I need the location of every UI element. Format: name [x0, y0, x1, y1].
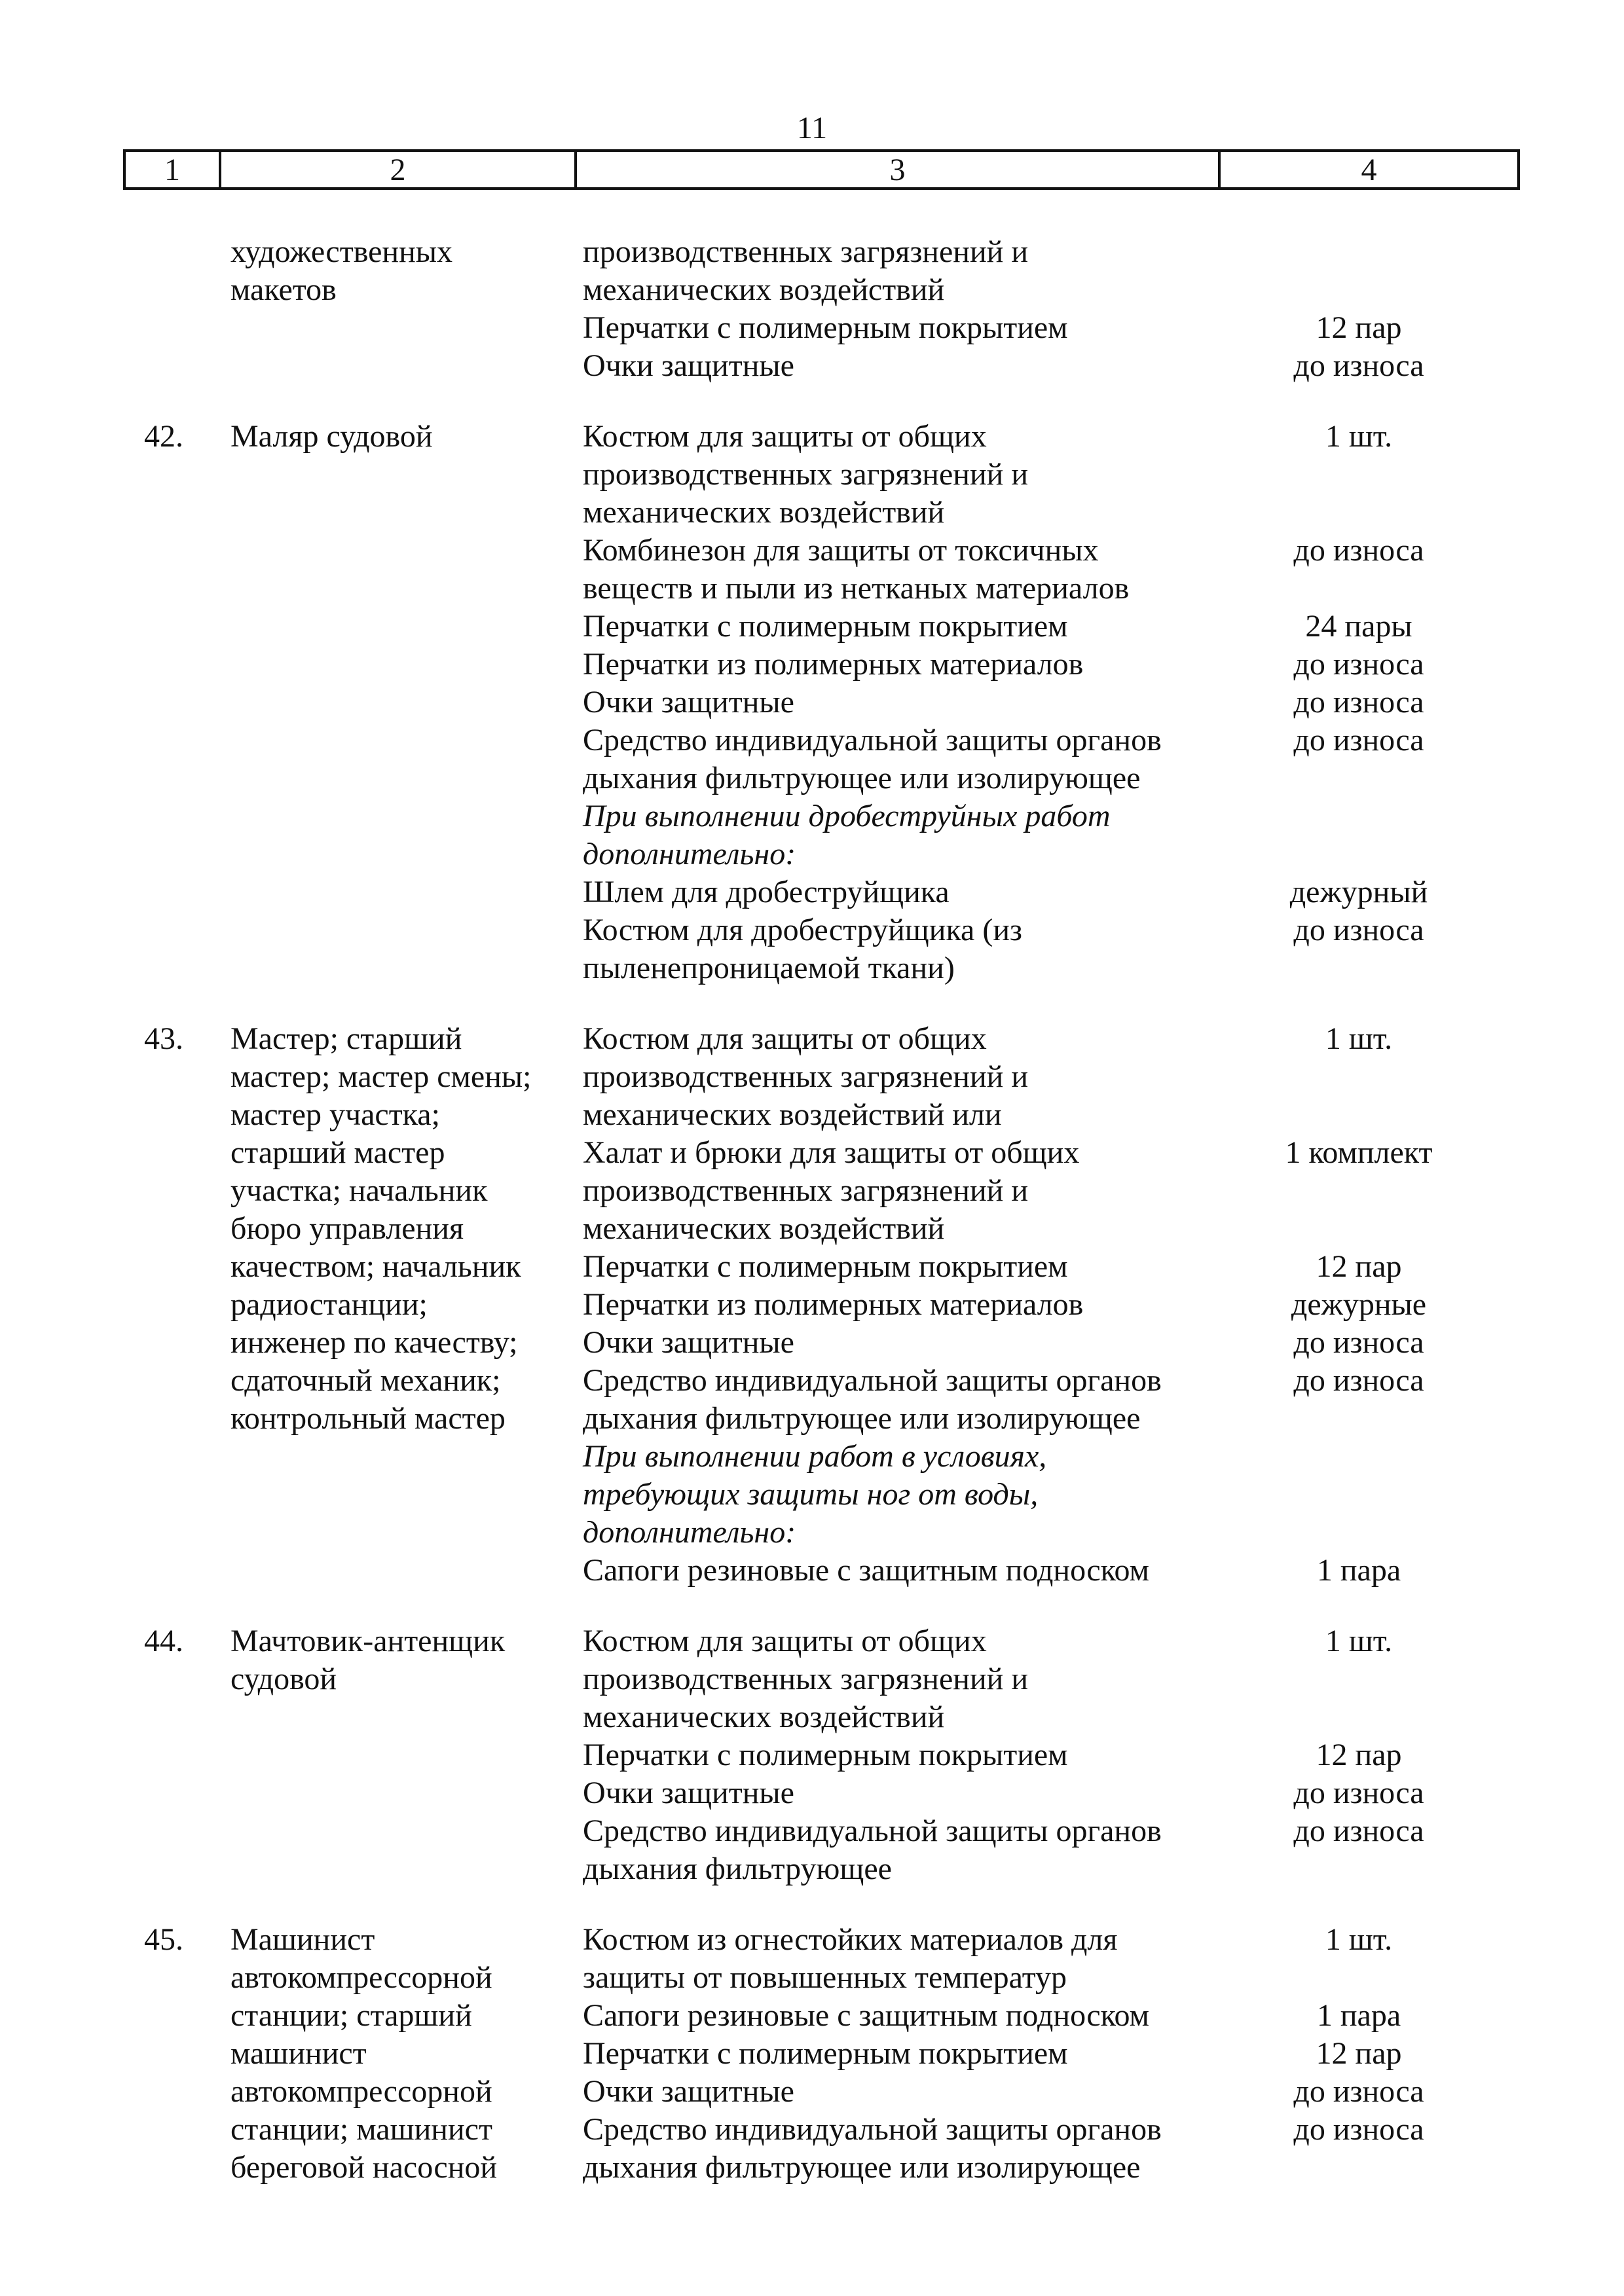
ppe-issue-norm: 1 пара: [1316, 1553, 1401, 1588]
column-number-header: [123, 149, 1520, 190]
ppe-issue-norm: до износа: [1293, 533, 1424, 568]
ppe-issue-norm: до износа: [1293, 1325, 1424, 1360]
ppe-issue-norm: 12 пар: [1316, 1738, 1402, 1772]
profession-title-line: радиостанции;: [231, 1287, 428, 1322]
ppe-issue-norm: 12 пар: [1316, 310, 1402, 345]
ppe-item: [583, 873, 1447, 911]
table-row: [0, 418, 1624, 987]
ppe-item-name: Средство индивидуальной защиты органов дыхания фильтрующее или изолирующее: [583, 1363, 1162, 1436]
ppe-item: [583, 2035, 1447, 2073]
ppe-item: [583, 532, 1447, 608]
ppe-item: [583, 911, 1447, 987]
row-number: 43.: [144, 1021, 183, 1056]
ppe-item: [583, 1552, 1447, 1590]
ppe-item-name: Перчатки с полимерным покрытием: [583, 609, 1068, 644]
profession-title-line: станции; машинист: [231, 2112, 492, 2147]
ppe-item: [583, 1020, 1447, 1134]
ppe-condition-note: При выполнении работ в условиях, требующих защиты ног от воды, дополнительно:: [583, 1439, 1047, 1550]
ppe-item: [583, 347, 1447, 385]
ppe-item-name: Перчатки из полимерных материалов: [583, 1287, 1084, 1322]
ppe-item-name: Сапоги резиновые с защитным подноском: [583, 1553, 1149, 1588]
ppe-item-name: Перчатки с полимерным покрытием: [583, 1738, 1068, 1772]
profession-title-line: Мастер; старший: [231, 1021, 462, 1056]
page-number: 11: [796, 111, 828, 145]
ppe-item: [583, 608, 1447, 646]
profession-title: [231, 418, 571, 456]
ppe-issue-norm: 1 пара: [1316, 1998, 1401, 2033]
ppe-item: [583, 1997, 1447, 2035]
row-number: 42.: [144, 419, 183, 454]
ppe-item: [583, 1622, 1447, 1736]
ppe-item: [583, 418, 1447, 532]
ppe-item: [583, 2111, 1447, 2187]
profession-title: [231, 1921, 571, 2187]
ppe-item-name: Перчатки с полимерным покрытием: [583, 310, 1068, 345]
profession-title-line: береговой насосной: [231, 2150, 498, 2185]
ppe-item-name: Средство индивидуальной защиты органов дыхания фильтрующее или изолирующее: [583, 2112, 1162, 2185]
ppe-item-name: Костюм для защиты от общих производственных загрязнений и механических воздействий: [583, 419, 1029, 530]
ppe-item-name: Костюм для дробеструйщика (из пыленепроницаемой ткани): [583, 913, 1022, 985]
table-row: [0, 1622, 1624, 1888]
ppe-item: [583, 683, 1447, 721]
ppe-issue-norm: до износа: [1293, 2074, 1424, 2109]
profession-title-line: судовой: [231, 1662, 337, 1696]
ppe-issue-norm: дежурные: [1291, 1287, 1427, 1322]
ppe-item-name: Очки защитные: [583, 685, 794, 720]
ppe-item: [583, 233, 1447, 309]
column-1-number: 1: [126, 152, 221, 187]
ppe-issue-norm: дежурный: [1289, 875, 1428, 909]
row-number: 45.: [144, 1922, 183, 1957]
ppe-item-name: Костюм для защиты от общих производственных загрязнений и механических воздействий: [583, 1624, 1029, 1734]
ppe-issue-norm: до износа: [1293, 723, 1424, 757]
ppe-issue-norm: до износа: [1293, 1776, 1424, 1810]
ppe-item-name: Очки защитные: [583, 348, 794, 383]
ppe-item-name: Перчатки с полимерным покрытием: [583, 1249, 1068, 1284]
ppe-item-name: Перчатки с полимерным покрытием: [583, 2036, 1068, 2071]
ppe-condition-note: При выполнении дробеструйных работ дополнительно:: [583, 799, 1111, 871]
ppe-issue-norm: до износа: [1293, 1363, 1424, 1398]
profession-title-line: Мачтовик-антенщик: [231, 1624, 506, 1658]
ppe-item: [583, 1134, 1447, 1248]
ppe-item-name: Халат и брюки для защиты от общих производственных загрязнений и механических воздействий: [583, 1135, 1080, 1246]
ppe-item-name: Очки защитные: [583, 2074, 794, 2109]
ppe-item: [583, 309, 1447, 347]
ppe-item: [583, 1324, 1447, 1362]
profession-title-line: макетов: [231, 272, 337, 307]
ppe-item: [583, 1286, 1447, 1324]
ppe-list: [583, 233, 1447, 385]
column-4-number: 4: [1361, 152, 1377, 187]
ppe-item-name: Перчатки из полимерных материалов: [583, 647, 1084, 682]
ppe-issue-norm: до износа: [1293, 348, 1424, 383]
profession-title-line: машинист: [231, 2036, 367, 2071]
ppe-item-name: Сапоги резиновые с защитным подноском: [583, 1998, 1149, 2033]
profession-title: [231, 233, 571, 309]
profession-title-line: качеством; начальник: [231, 1249, 521, 1284]
ppe-issue-norm: 12 пар: [1316, 1249, 1402, 1284]
profession-title: [231, 1020, 571, 1438]
profession-title-line: Маляр судовой: [231, 419, 433, 454]
ppe-item-name: Средство индивидуальной защиты органов дыхания фильтрующее или изолирующее: [583, 723, 1162, 795]
profession-title-line: мастер; мастер смены;: [231, 1059, 532, 1094]
ppe-item: [583, 1921, 1447, 1997]
ppe-item: [583, 797, 1447, 873]
ppe-issue-norm: 1 шт.: [1325, 1922, 1393, 1957]
profession-title-line: автокомпрессорной: [231, 1960, 492, 1995]
ppe-item-name: Костюм из огнестойких материалов для защиты от повышенных температур: [583, 1922, 1118, 1995]
ppe-issue-norm: до износа: [1293, 647, 1424, 682]
profession-title-line: старший мастер: [231, 1135, 445, 1170]
ppe-item-name: Комбинезон для защиты от токсичных веществ и пыли из нетканых материалов: [583, 533, 1130, 606]
ppe-list: [583, 1622, 1447, 1888]
profession-title-line: мастер участка;: [231, 1097, 440, 1132]
ppe-issue-norm: до износа: [1293, 913, 1424, 947]
ppe-list: [583, 1921, 1447, 2187]
ppe-issue-norm: до износа: [1293, 1813, 1424, 1848]
ppe-issue-norm: 1 шт.: [1325, 1624, 1393, 1658]
table-row: [0, 1921, 1624, 2187]
row-number: 44.: [144, 1624, 183, 1658]
ppe-item: [583, 1774, 1447, 1812]
ppe-item: [583, 1438, 1447, 1552]
profession-title-line: участка; начальник: [231, 1173, 488, 1208]
ppe-item-name: Костюм для защиты от общих производственных загрязнений и механических воздействий или: [583, 1021, 1029, 1132]
profession-title: [231, 1622, 571, 1698]
profession-title-line: художественных: [231, 234, 452, 269]
ppe-list: [583, 418, 1447, 987]
ppe-issue-norm: 24 пары: [1305, 609, 1412, 644]
ppe-item-name: Средство индивидуальной защиты органов дыхания фильтрующее: [583, 1813, 1162, 1886]
ppe-item-name: Очки защитные: [583, 1325, 794, 1360]
profession-title-line: Машинист: [231, 1922, 375, 1957]
ppe-item: [583, 721, 1447, 797]
profession-title-line: станции; старший: [231, 1998, 472, 2033]
column-2-number: 2: [221, 152, 577, 187]
ppe-item-name: Шлем для дробеструйщика: [583, 875, 950, 909]
ppe-item: [583, 1812, 1447, 1888]
ppe-issue-norm: до износа: [1293, 685, 1424, 720]
ppe-item: [583, 1362, 1447, 1438]
ppe-issue-norm: до износа: [1293, 2112, 1424, 2147]
profession-title-line: сдаточный механик;: [231, 1363, 501, 1398]
ppe-issue-norm: 1 шт.: [1325, 419, 1393, 454]
ppe-issue-norm: 1 комплект: [1285, 1135, 1433, 1170]
ppe-issue-norm: 12 пар: [1316, 2036, 1402, 2071]
ppe-item-name: производственных загрязнений и механических воздействий: [583, 234, 1029, 307]
ppe-issue-norm: 1 шт.: [1325, 1021, 1393, 1056]
ppe-item: [583, 1248, 1447, 1286]
ppe-item-name: Очки защитные: [583, 1776, 794, 1810]
profession-title-line: автокомпрессорной: [231, 2074, 492, 2109]
profession-title-line: контрольный мастер: [231, 1401, 506, 1436]
ppe-list: [583, 1020, 1447, 1590]
ppe-item: [583, 2073, 1447, 2111]
ppe-item: [583, 646, 1447, 683]
profession-title-line: инженер по качеству;: [231, 1325, 518, 1360]
profession-title-line: бюро управления: [231, 1211, 464, 1246]
table-body: [0, 233, 1624, 2187]
column-3-number: 3: [577, 152, 1221, 187]
table-row: [0, 233, 1624, 385]
table-row: [0, 1020, 1624, 1590]
ppe-item: [583, 1736, 1447, 1774]
